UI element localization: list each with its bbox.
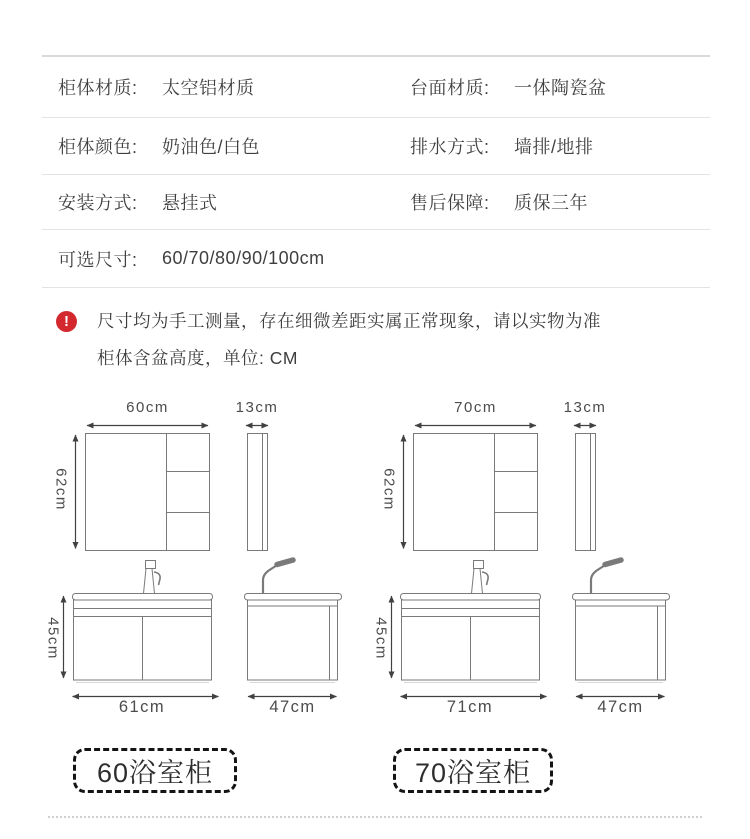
- spec-value: 悬挂式: [162, 193, 218, 213]
- spec-cell: [405, 189, 710, 215]
- mirror-width-label: 70cm: [454, 399, 497, 416]
- vanity-height-label: 45cm: [372, 617, 390, 660]
- spec-label: 柜体颜色:: [58, 137, 138, 157]
- mirror-cabinet-front: [414, 434, 538, 551]
- faucet-handle: [146, 561, 156, 569]
- faucet-body: [144, 569, 155, 594]
- mirror-cabinet-side: [576, 434, 596, 551]
- notice-line-1: 尺寸均为手工测量，存在细微差距实属正常现象，请以实物为准: [97, 311, 601, 331]
- vanity-side-countertop: [245, 594, 342, 601]
- dimension-diagrams: [0, 395, 750, 740]
- diagram-70-cabinet: [368, 395, 678, 740]
- spec-row-install: [42, 175, 710, 230]
- measurement-notice: [56, 303, 601, 377]
- spec-cell: [405, 133, 710, 159]
- spec-value: 一体陶瓷盆: [514, 78, 607, 98]
- spec-value: 墙排/地排: [514, 137, 594, 157]
- spec-row-sizes: [42, 230, 710, 288]
- mirror-side-width-label: 13cm: [563, 399, 607, 416]
- diagram-60-drawing: [40, 395, 350, 740]
- spec-cell: [42, 133, 405, 159]
- vanity-cabinet-side: [576, 600, 666, 680]
- diagram-60-cabinet: [40, 395, 350, 740]
- spec-value: 60/70/80/90/100cm: [162, 248, 325, 268]
- spec-cell: [42, 74, 405, 100]
- spec-table: [42, 55, 710, 288]
- spec-value: 质保三年: [514, 193, 588, 213]
- faucet-spout: [154, 572, 160, 585]
- mirror-cabinet-front: [86, 434, 210, 551]
- vanity-width-label: 71cm: [446, 698, 494, 716]
- spec-row-material: [42, 57, 710, 118]
- side-faucet-neck: [591, 563, 609, 594]
- vanity-countertop: [401, 594, 541, 601]
- bottom-dotted-divider: [48, 816, 702, 818]
- side-faucet-handle: [605, 560, 621, 565]
- faucet-handle: [474, 561, 484, 569]
- spec-cell: [42, 189, 405, 215]
- spec-label: 可选尺寸:: [58, 249, 138, 270]
- side-faucet-neck: [263, 563, 281, 594]
- mirror-width-label: 60cm: [126, 399, 169, 416]
- mirror-height-label: 62cm: [52, 468, 70, 511]
- side-faucet-handle: [277, 560, 293, 565]
- spec-value: 奶油色/白色: [162, 137, 261, 157]
- caption-60-cabinet: 60浴室柜: [73, 748, 237, 793]
- mirror-side-width-label: 13cm: [235, 399, 279, 416]
- vanity-side-width-label: 47cm: [269, 698, 316, 716]
- exclamation-circle-icon: !: [56, 311, 77, 332]
- vanity-width-label: 61cm: [118, 698, 166, 716]
- vanity-side-width-label: 47cm: [597, 698, 644, 716]
- vanity-side-countertop: [573, 594, 670, 601]
- spec-label: 柜体材质:: [58, 78, 138, 98]
- spec-label: 台面材质:: [410, 78, 490, 98]
- spec-row-color: [42, 118, 710, 175]
- notice-line-2: 柜体含盆高度，单位: CM: [97, 348, 298, 368]
- spec-value: 太空铝材质: [162, 78, 255, 98]
- vanity-countertop: [73, 594, 213, 601]
- mirror-cabinet-side: [248, 434, 268, 551]
- spec-label: 售后保障:: [410, 193, 490, 213]
- mirror-height-label: 62cm: [380, 468, 398, 511]
- vanity-cabinet-side: [248, 600, 338, 680]
- diagram-70-drawing: [368, 395, 678, 740]
- faucet-spout: [482, 572, 488, 585]
- spec-label: 安装方式:: [58, 193, 138, 213]
- notice-text: [97, 303, 601, 377]
- caption-70-cabinet: 70浴室柜: [393, 748, 553, 793]
- spec-cell: [405, 74, 710, 100]
- spec-cell: [42, 246, 405, 272]
- faucet-body: [472, 569, 483, 594]
- vanity-height-label: 45cm: [44, 617, 62, 660]
- spec-label: 排水方式:: [410, 137, 490, 157]
